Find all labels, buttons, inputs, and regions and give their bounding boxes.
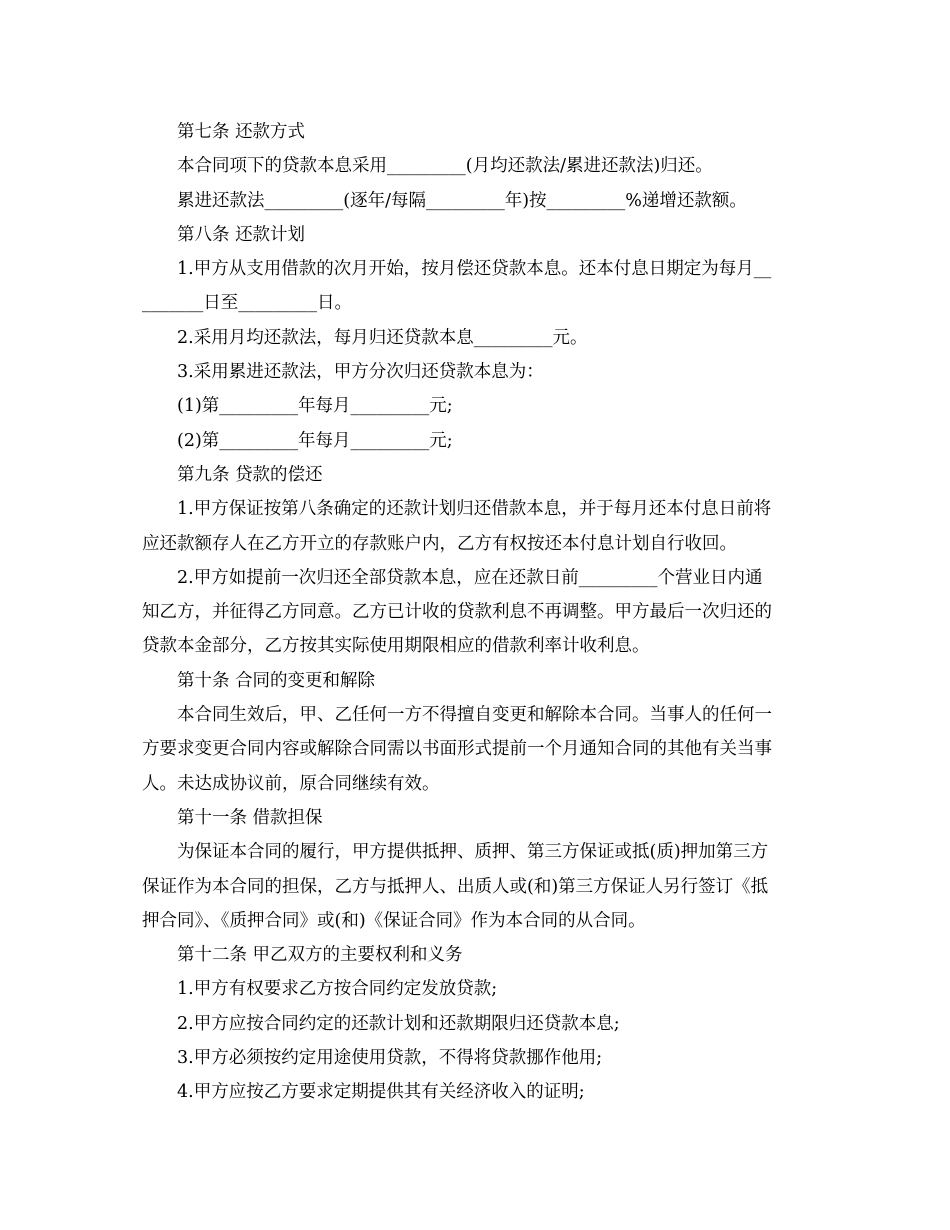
document-line: 本合同生效后，甲、乙任何一方不得擅自变更和解除本合同。当事人的任何一 [177,705,772,726]
document-line: 第八条 还款计划 [177,224,306,245]
document-line: 1.甲方有权要求乙方按合同约定发放贷款; [177,979,498,1000]
document-line: 1.甲方保证按第八条确定的还款计划归还借款本息，并于每月还本付息日前将 [177,499,772,520]
document-line: (2)第_________年每月_________元; [177,430,453,451]
document-line: 贷款本金部分，乙方按其实际使用期限相应的借款利率计收利息。 [142,636,650,657]
document-line: 保证作为本合同的担保，乙方与抵押人、出质人或(和)第三方保证人另行签订《抵 [142,876,769,897]
document-line: 第十条 合同的变更和解除 [177,670,376,691]
document-line: 本合同项下的贷款本息采用_________(月均还款法/累进还款法)归还。 [177,156,713,177]
document-line: 应还款额存人在乙方开立的存款账户内，乙方有权按还本付息计划自行收回。 [142,533,737,554]
document-line: _______日至_________日。 [142,293,352,314]
document-line: 累进还款法_________(逐年/每隔_________年)按_________%递增还款额。 [177,190,747,211]
document-line: 第十一条 借款担保 [177,807,323,828]
document-line: 第十二条 甲乙双方的主要权利和义务 [177,945,463,966]
document-line: 1.甲方从支用借款的次月开始，按月偿还贷款本息。还本付息日期定为每月__ [177,259,772,280]
document-line: 2.采用月均还款法，每月归还贷款本息_________元。 [177,327,588,348]
document-line: (1)第_________年每月_________元; [177,396,453,417]
document-body [142,115,812,1110]
document-line: 第七条 还款方式 [177,122,306,142]
document-line: 3.甲方必须按约定用途使用贷款，不得将贷款挪作他用; [177,1048,603,1069]
document-line: 2.甲方如提前一次归还全部贷款本息，应在还款日前_________个营业日内通 [177,567,763,588]
document-line: 第九条 贷款的偿还 [177,464,323,485]
document-line: 方要求变更合同内容或解除合同需以书面形式提前一个月通知合同的其他有关当事 [142,739,772,760]
document-line: 3.采用累进还款法，甲方分次归还贷款本息为： [177,362,544,383]
document-line: 押合同》、《质押合同》或(和)《保证合同》作为本合同的从合同。 [142,910,646,931]
document-line: 知乙方，并征得乙方同意。乙方已计收的贷款利息不再调整。甲方最后一次归还的 [142,602,772,623]
document-line: 2.甲方应按合同约定的还款计划和还款期限归还贷款本息; [177,1013,620,1034]
document-line: 为保证本合同的履行，甲方提供抵押、质押、第三方保证或抵(质)押加第三方 [177,842,769,863]
document-line: 4.甲方应按乙方要求定期提供其有关经济收入的证明; [177,1082,585,1103]
document-line: 人。未达成协议前，原合同继续有效。 [142,773,440,794]
